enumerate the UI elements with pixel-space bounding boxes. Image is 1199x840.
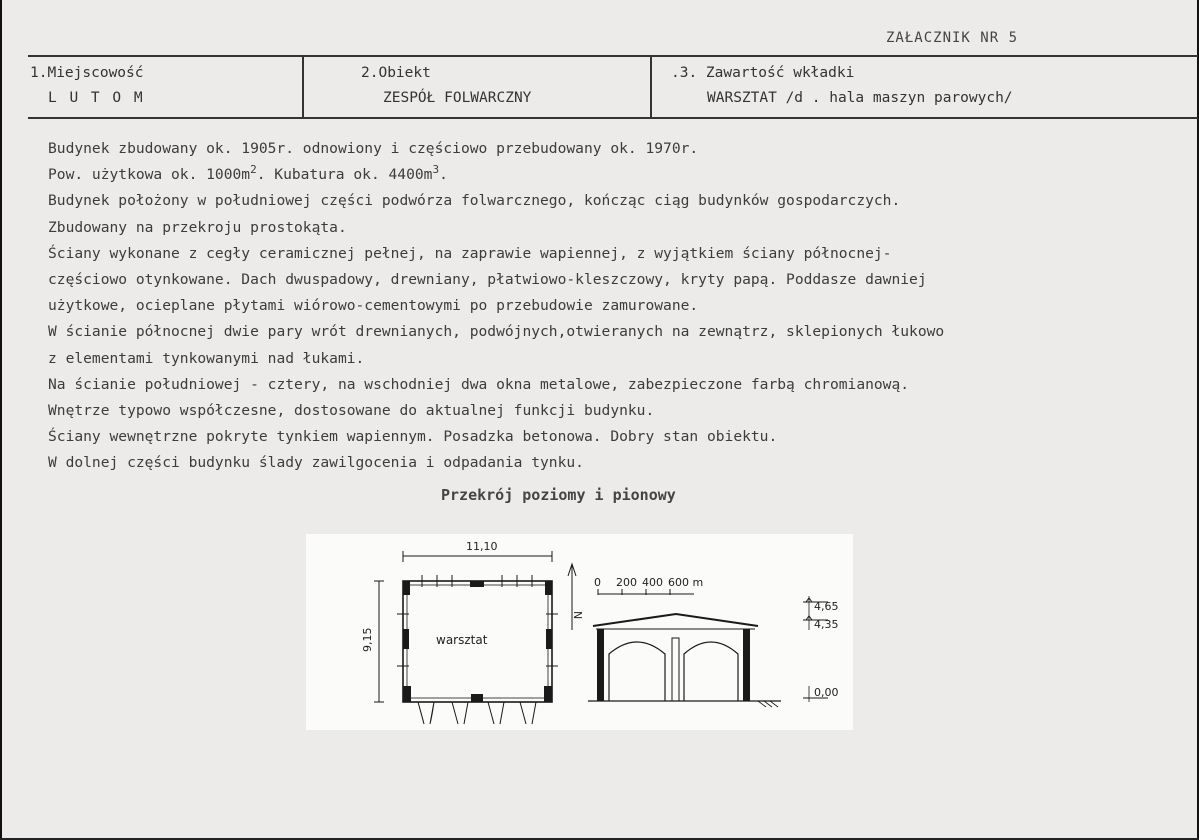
header-divider <box>650 57 652 117</box>
description-line: W dolnej części budynku ślady zawilgocenia i odpadania tynku. <box>48 454 584 472</box>
header-table <box>28 55 1198 119</box>
card-edge-left <box>0 0 2 840</box>
description-line: Budynek położony w południowej części podwórza folwarcznego, kończąc ciąg budynków gospodarczych. <box>48 192 901 210</box>
header-divider <box>302 57 304 117</box>
plan-and-section-svg <box>306 534 853 730</box>
scale-label-600: 600 m <box>668 576 704 589</box>
scale-label-200: 200 <box>616 576 637 589</box>
description-text <box>48 136 1168 476</box>
architectural-drawing <box>306 534 853 730</box>
description-line: Ściany wewnętrzne pokryte tynkiem wapiennym. Posadzka betonowa. Dobry stan obiektu. <box>48 428 778 446</box>
scale-label-0: 0 <box>594 576 601 589</box>
description-line: częściowo otynkowane. Dach dwuspadowy, drewniany, płatwiowo-kleszczowy, kryty papą. Poddasze dawniej <box>48 270 927 288</box>
contents-label: .3. Zawartość wkładki <box>671 65 855 81</box>
room-label: warsztat <box>436 633 488 647</box>
description-line: z elementami tynkowanymi nad łukami. <box>48 349 365 367</box>
cross-section <box>588 589 828 707</box>
description-line: Ściany wykonane z cegły ceramicznej pełnej, na zaprawie wapiennej, z wyjątkiem ściany północnej- <box>48 244 892 262</box>
description-line: Wnętrze typowo współczesne, dostosowane do aktualnej funkcji budynku. <box>48 401 655 419</box>
level-ground: 0,00 <box>814 686 839 699</box>
object-value: ZESPÓŁ FOLWARCZNY <box>383 90 532 106</box>
scale-label-400: 400 <box>642 576 663 589</box>
object-label: 2.Obiekt <box>361 65 431 81</box>
locality-value: L U T O M <box>48 90 145 106</box>
description-line: użytkowe, ocieplane płytami wiórowo-cementowymi po przebudowie zamurowane. <box>48 297 699 315</box>
width-dimension: 11,10 <box>466 540 498 553</box>
contents-value: WARSZTAT /d . hala maszyn parowych/ <box>707 90 1013 106</box>
description-line: Pow. użytkowa ok. $1000m^2$. Kubatura ok. $4400m^3$. <box>48 163 448 184</box>
level-top: 4,65 <box>814 600 839 613</box>
description-line: Budynek zbudowany ok. 1905r. odnowiony i częściowo przebudowany ok. 1970r. <box>48 140 699 157</box>
north-label: N <box>571 611 584 620</box>
locality-label: 1.Miejscowość <box>30 65 144 81</box>
description-line: Na ścianie południowej - cztery, na wschodniej dwa okna metalowe, zabezpieczone farbą chromianową. <box>48 375 910 393</box>
annex-number: ZAŁACZNIK NR 5 <box>886 30 1019 46</box>
drawings-title: Przekrój poziomy i pionowy <box>441 486 676 504</box>
description-line: Zbudowany na przekroju prostokąta. <box>48 218 347 236</box>
description-line: W ścianie północnej dwie pary wrót drewnianych, podwójnych,otwieranych na zewnątrz, sklepionych łukowo <box>48 323 945 341</box>
level-eaves: 4,35 <box>814 618 839 631</box>
depth-dimension: 9,15 <box>361 627 374 652</box>
